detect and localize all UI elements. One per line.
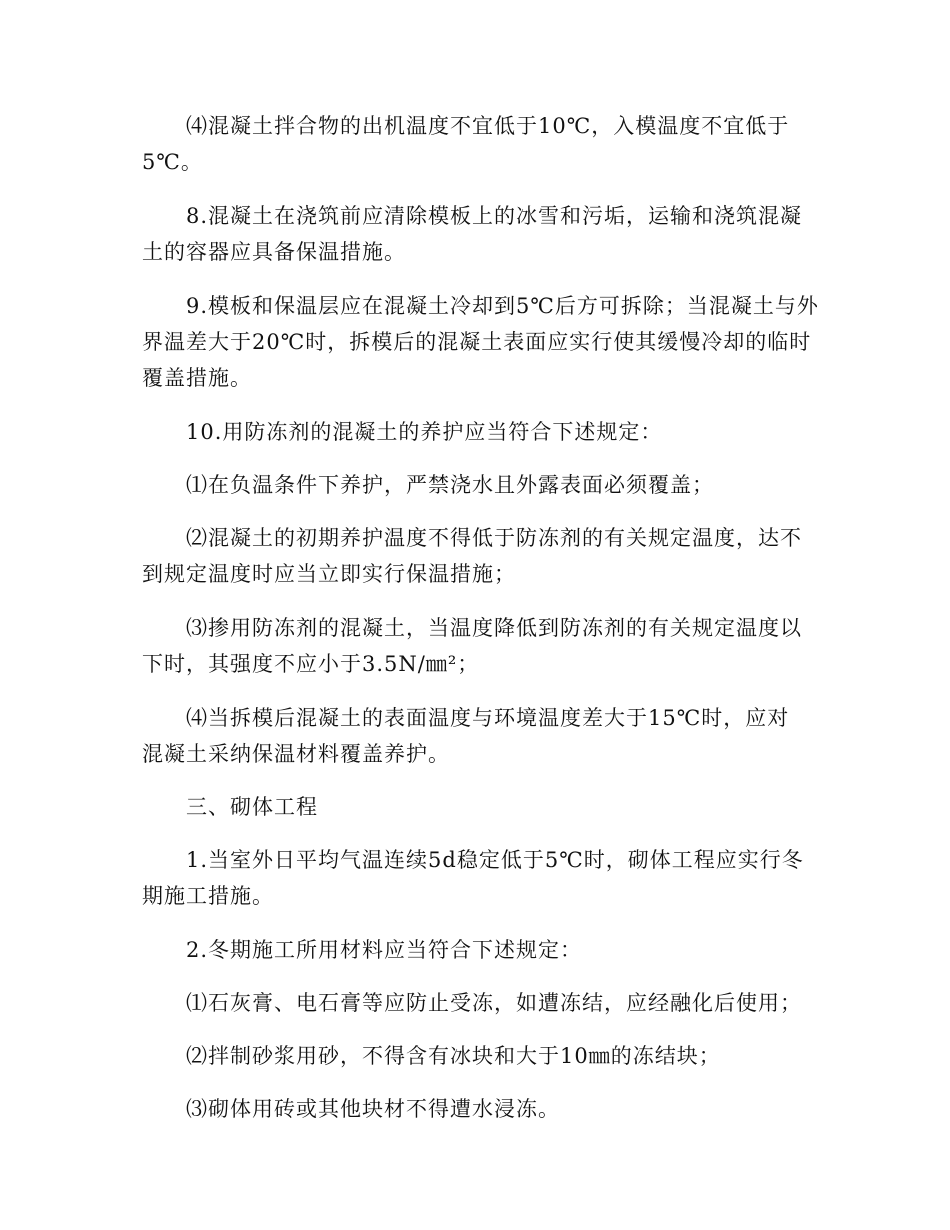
text-line: 覆盖措施。 (142, 366, 252, 390)
text-line: 下时，其强度不应小于3.5N/㎜²； (142, 652, 480, 676)
text-line: ⑴石灰膏、电石膏等应防止受冻，如遭冻结，应经融化后使用； (142, 991, 802, 1015)
text-line: ⑷混凝土拌合物的出机温度不宜低于10℃，入模温度不宜低于 (142, 114, 790, 138)
text-line: ⑷当拆模后混凝土的表面温度与环境温度差大于15℃时，应对 (142, 706, 790, 730)
text-line: 5℃。 (142, 150, 203, 174)
paragraph-concrete-temperature (142, 108, 808, 180)
text-line: 期施工措施。 (142, 884, 274, 908)
text-line: ⑶砌体用砖或其他块材不得遭水浸冻。 (142, 1097, 560, 1121)
text-line: ⑶掺用防冻剂的混凝土，当温度降低到防冻剂的有关规定温度以 (142, 616, 802, 640)
text-line: 8.混凝土在浇筑前应清除模板上的冰雪和污垢，运输和浇筑混凝 (142, 204, 803, 228)
paragraph-subitem-3 (142, 610, 808, 682)
text-line: 1.当室外日平均气温连续5d稳定低于5℃时，砌体工程应实行冬 (142, 848, 804, 872)
section-heading-masonry (142, 789, 808, 825)
paragraph-masonry-item-1 (142, 842, 808, 914)
text-line: 到规定温度时应当立即实行保温措施； (142, 562, 516, 586)
paragraph-masonry-subitem-3 (142, 1091, 808, 1127)
text-line: 9.模板和保温层应在混凝土冷却到5℃后方可拆除；当混凝土与外 (142, 294, 819, 318)
text-line: 三、砌体工程 (142, 795, 318, 819)
paragraph-masonry-subitem-2 (142, 1038, 808, 1074)
paragraph-item-10 (142, 414, 808, 450)
text-line: ⑴在负温条件下养护，严禁浇水且外露表面必须覆盖； (142, 473, 714, 497)
text-line: ⑵混凝土的初期养护温度不得低于防冻剂的有关规定温度，达不 (142, 526, 802, 550)
paragraph-subitem-2 (142, 520, 808, 592)
text-line: 10.用防冻剂的混凝土的养护应当符合下述规定： (142, 420, 663, 444)
text-line: 界温差大于20℃时，拆模后的混凝土表面应实行使其缓慢冷却的临时 (142, 330, 812, 354)
text-line: 土的容器应具备保温措施。 (142, 240, 406, 264)
text-line: 2.冬期施工所用材料应当符合下述规定： (142, 938, 583, 962)
text-line: 混凝土采纳保温材料覆盖养护。 (142, 742, 450, 766)
paragraph-masonry-item-2 (142, 932, 808, 968)
paragraph-subitem-1 (142, 467, 808, 503)
text-line: ⑵拌制砂浆用砂，不得含有冰块和大于10㎜的冻结块； (142, 1044, 721, 1068)
paragraph-subitem-4 (142, 700, 808, 772)
paragraph-item-9 (142, 288, 819, 396)
paragraph-item-8 (142, 198, 808, 270)
paragraph-masonry-subitem-1 (142, 985, 808, 1021)
